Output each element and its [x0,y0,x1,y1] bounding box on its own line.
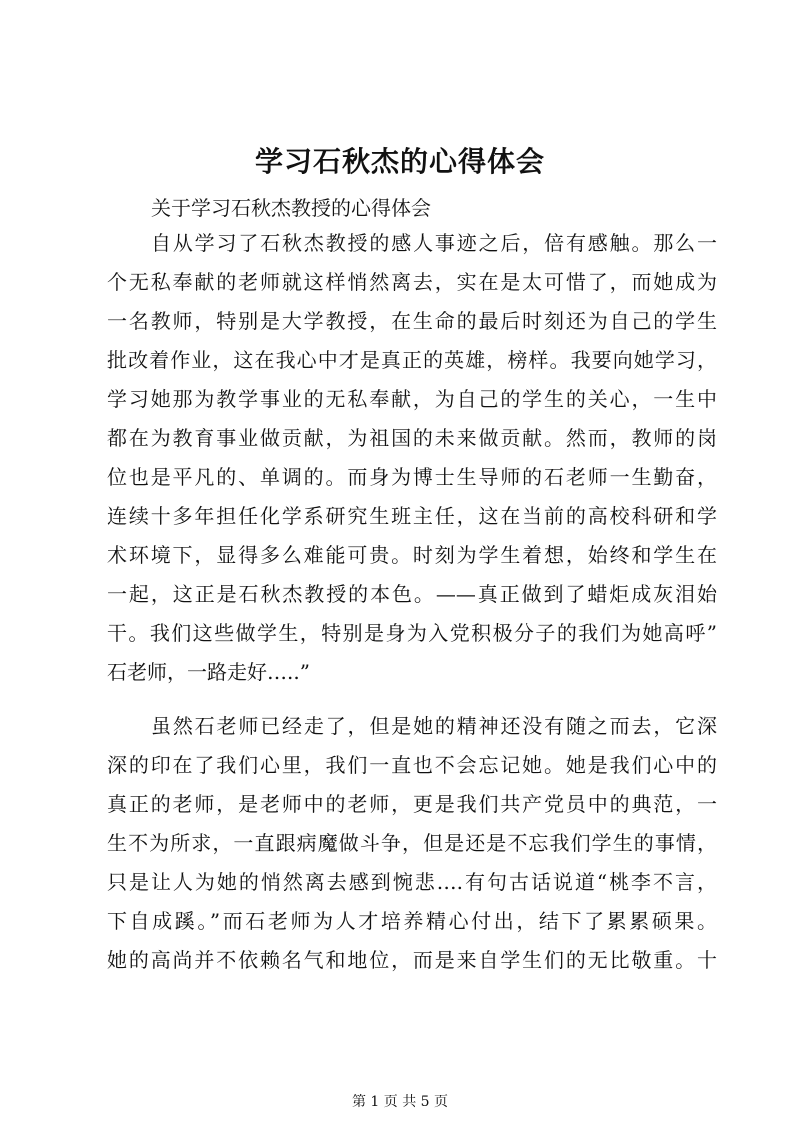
paragraph-line: 生不为所求，一直跟病魔做斗争，但是还是不忘我们学生的事情， [107,831,717,855]
paragraph-line: 干。我们这些做学生，特别是身为入党积极分子的我们为她高呼” [107,621,717,645]
document-subtitle: 关于学习石秋杰教授的心得体会 [151,196,431,220]
paragraph-line: 真正的老师，是老师中的老师，更是我们共产党员中的典范，一 [107,792,717,816]
page-footer: 第 1 页 共 5 页 [351,1094,449,1110]
paragraph-line: 学习她那为教学事业的无私奉献，为自己的学生的关心，一生中 [107,387,717,411]
paragraph-line: 都在为教育事业做贡献，为祖国的未来做贡献。然而，教师的岗 [107,426,717,450]
paragraph-line: 虽然石老师已经走了，但是她的精神还没有随之而去，它深 [151,714,717,738]
paragraph-line: 深的印在了我们心里，我们一直也不会忘记她。她是我们心中的 [107,753,717,777]
paragraph-line: 个无私奉献的老师就这样悄然离去，实在是太可惜了，而她成为 [107,270,717,294]
paragraph-line: 她的高尚并不依赖名气和地位，而是来自学生们的无比敬重。十 [107,948,717,972]
paragraph-line: 下自成蹊。”而石老师为人才培养精心付出，结下了累累硕果。 [107,909,717,933]
paragraph-line: 批改着作业，这在我心中才是真正的英雄，榜样。我要向她学习， [107,348,717,372]
paragraph-line: 一起，这正是石秋杰教授的本色。——真正做到了蜡炬成灰泪始 [107,582,717,606]
paragraph-line: 石老师，一路走好…..” [107,660,310,684]
paragraph-line: 自从学习了石秋杰教授的感人事迹之后，倍有感触。那么一 [151,231,717,255]
document-title: 学习石秋杰的心得体会 [254,145,545,178]
paragraph-line: 连续十多年担任化学系研究生班主任，这在当前的高校科研和学 [107,504,717,528]
paragraph-line: 只是让人为她的悄然离去感到惋悲….有句古话说道“桃李不言， [107,870,717,894]
paragraph-line: 术环境下，显得多么难能可贵。时刻为学生着想，始终和学生在 [107,543,717,567]
paragraph-line: 位也是平凡的、单调的。而身为博士生导师的石老师一生勤奋， [107,465,717,489]
paragraph-line: 一名教师，特别是大学教授，在生命的最后时刻还为自己的学生 [107,309,717,333]
